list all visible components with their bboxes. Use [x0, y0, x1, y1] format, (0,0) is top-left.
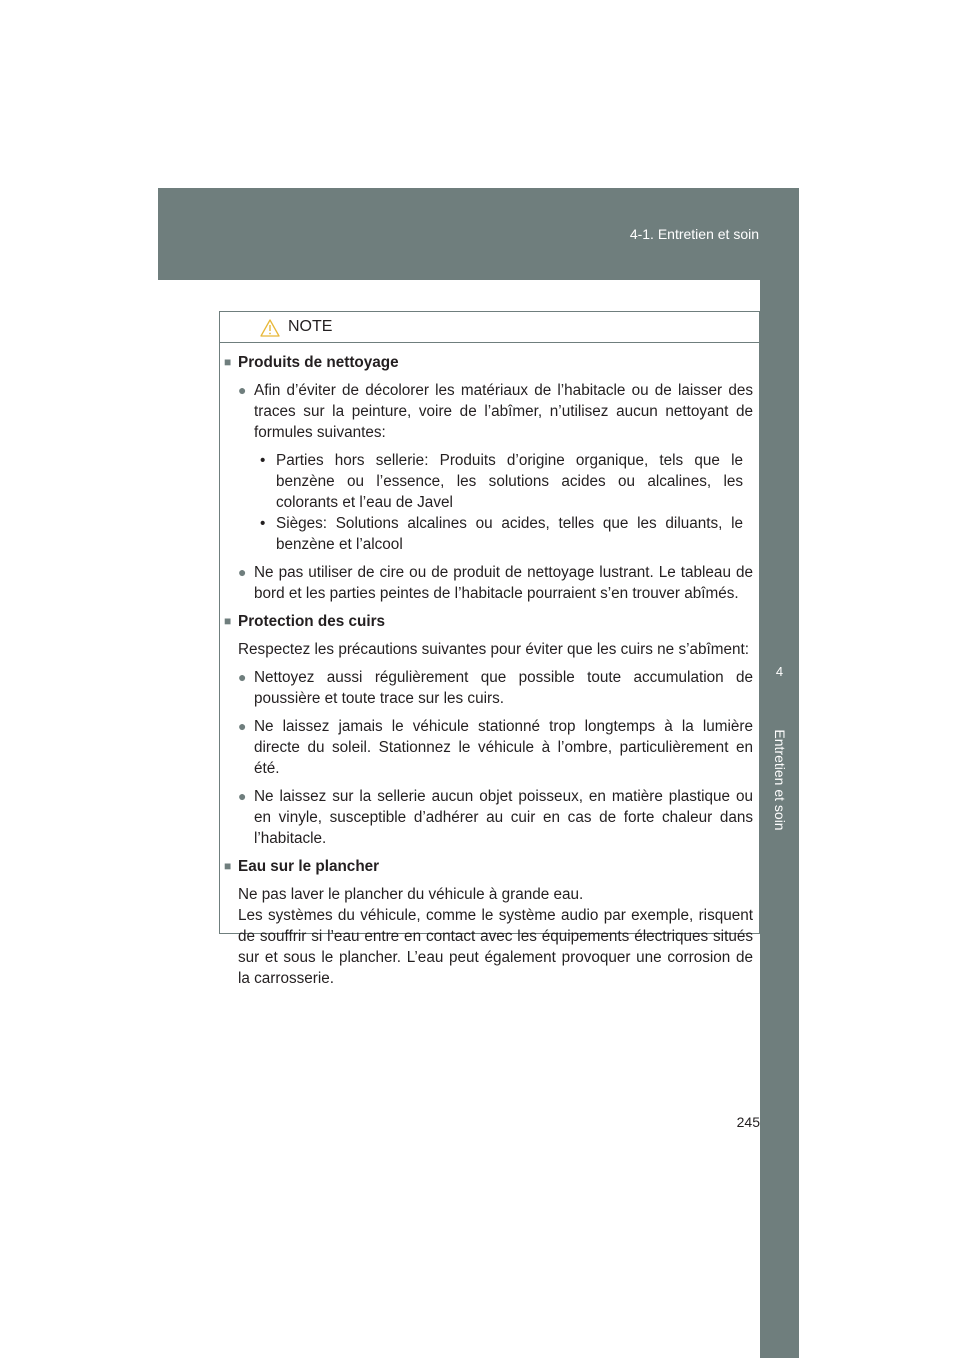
- section-content: [224, 639, 753, 849]
- bullet-text: Ne pas utiliser de cire ou de produit de nettoyage lustrant. Le tableau de bord et les parties peintes de l’habitacle pourraient s’en trouver abîmés.: [254, 564, 753, 602]
- note-box: [219, 311, 760, 987]
- warning-triangle-icon: [260, 319, 280, 337]
- section-content: [224, 884, 753, 989]
- circle-bullet-icon: ●: [238, 564, 247, 580]
- bullet-text: Afin d’éviter de décolorer les matériaux de l’habitacle ou de laisser des traces sur la peinture, voire de l’abîmer, n’utilisez aucun nettoyant de formules suivantes:: [254, 382, 753, 441]
- chapter-side-tab: [760, 280, 799, 1358]
- section-title-leather: Protection des cuirs: [238, 613, 386, 630]
- bullet-text: Nettoyez aussi régulièrement que possible toute accumulation de poussière et toute trace sur les cuirs.: [254, 669, 753, 707]
- circle-bullet-icon: ●: [238, 669, 247, 685]
- circle-bullet-icon: ●: [238, 382, 247, 398]
- circle-bullet-icon: ●: [238, 718, 247, 734]
- chapter-number: 4: [775, 664, 784, 679]
- paragraph: Les systèmes du véhicule, comme le système audio par exemple, risquent de souffrir si l’eau entre en contact avec les équipements électriques situés sur et sous le plancher. L’eau peut également provoquer une corrosion de la carrosserie.: [238, 907, 753, 987]
- paragraph: Ne pas laver le plancher du véhicule à grande eau.: [238, 886, 584, 903]
- sub-list-item: [260, 513, 743, 555]
- sub-list-item: [260, 450, 743, 513]
- list-item: [238, 716, 753, 779]
- section-title-cleaning: Produits de nettoyage: [238, 354, 399, 371]
- section-title-floor: Eau sur le plancher: [238, 858, 380, 875]
- note-header: [220, 312, 759, 343]
- bullet-text: Ne laissez jamais le véhicule stationné trop longtemps à la lumière directe du soleil. Stationnez le véhicule à l’ombre, particulièrement en été.: [254, 718, 753, 777]
- list-item: [238, 786, 753, 849]
- note-body: [220, 343, 759, 989]
- section-title: 4-1. Entretien et soin: [629, 226, 759, 242]
- square-bullet-icon: ■: [224, 614, 232, 628]
- list-item: [238, 380, 753, 443]
- sub-item-text: Sièges: Solutions alcalines ou acides, telles que les diluants, le benzène et l’alcool: [276, 515, 743, 553]
- section-content: [224, 380, 753, 604]
- section-heading: [224, 856, 753, 877]
- header-band: [158, 188, 799, 280]
- section-heading: [224, 352, 753, 373]
- bullet-text: Ne laissez sur la sellerie aucun objet poisseux, en matière plastique ou en vinyle, susceptible d’adhérer au cuir en cas de forte chaleur dans l’habitacle.: [254, 788, 753, 847]
- section-heading: [224, 611, 753, 632]
- note-label: NOTE: [288, 318, 333, 335]
- section-intro: Respectez les précautions suivantes pour éviter que les cuirs ne s’abîment:: [238, 641, 750, 658]
- circle-bullet-icon: ●: [238, 788, 247, 804]
- square-bullet-icon: ■: [224, 859, 232, 873]
- chapter-label: Entretien et soin: [772, 729, 788, 831]
- small-bullet-icon: •: [260, 452, 266, 469]
- list-item: [238, 562, 753, 604]
- page-number: 245: [736, 1114, 760, 1130]
- square-bullet-icon: ■: [224, 355, 232, 369]
- sub-list: [238, 450, 753, 555]
- small-bullet-icon: •: [260, 515, 266, 532]
- sub-item-text: Parties hors sellerie: Produits d’origine organique, tels que le benzène ou l’essence, les solutions acides ou alcalines, les colorants et l’eau de Javel: [276, 452, 743, 511]
- list-item: [238, 667, 753, 709]
